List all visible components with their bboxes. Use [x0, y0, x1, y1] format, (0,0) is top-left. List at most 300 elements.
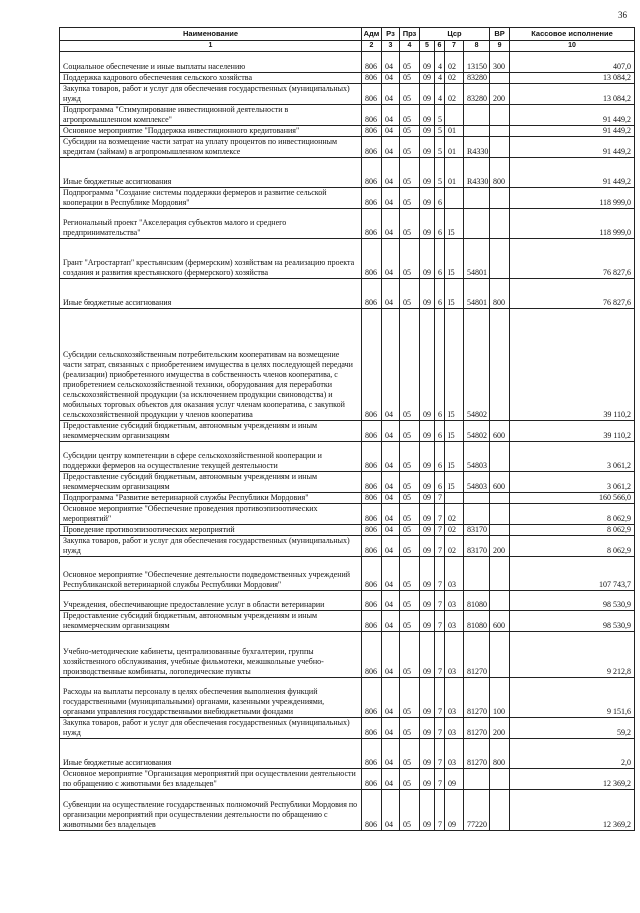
- cell-vr: [490, 769, 510, 790]
- cell-amount: 98 530,9: [510, 591, 635, 611]
- cell-prz: 05: [400, 209, 420, 239]
- table-row: [60, 790, 635, 831]
- cell-prz: 05: [400, 309, 420, 421]
- cell-c1: 09: [420, 504, 435, 525]
- header-name: Наименование: [60, 28, 362, 41]
- col-num-5: 5: [420, 41, 435, 52]
- column-numbers-row: [60, 41, 635, 52]
- cell-amount: 76 827,6: [510, 239, 635, 279]
- table-row: [60, 309, 635, 421]
- cell-c3: 01: [445, 158, 464, 188]
- cell-c1: 09: [420, 632, 435, 678]
- cell-c4: 81270: [464, 678, 490, 718]
- cell-name: Подпрограмма "Стимулирование инвестиционной деятельности в агропромышленном комплексе": [60, 105, 362, 126]
- cell-rz: 04: [382, 718, 400, 739]
- cell-prz: 05: [400, 632, 420, 678]
- cell-vr: [490, 442, 510, 472]
- cell-name: Социальное обеспечение и иные выплаты населению: [60, 52, 362, 73]
- cell-c2: 7: [435, 591, 445, 611]
- cell-c4: 83170: [464, 536, 490, 557]
- cell-c1: 09: [420, 279, 435, 309]
- cell-prz: 05: [400, 158, 420, 188]
- cell-c4: 54801: [464, 279, 490, 309]
- table-row: [60, 493, 635, 504]
- cell-vr: 800: [490, 279, 510, 309]
- cell-c1: 09: [420, 421, 435, 442]
- cell-vr: [490, 591, 510, 611]
- cell-adm: 806: [362, 611, 382, 632]
- cell-name: Учебно-методические кабинеты, централизованные бухгалтерии, группы хозяйственного обслуживания, учебные фильмотеки, межшкольные учебно-производственные комбинаты, логопедические пункты: [60, 632, 362, 678]
- table-row: [60, 442, 635, 472]
- cell-adm: 806: [362, 209, 382, 239]
- cell-rz: 04: [382, 472, 400, 493]
- cell-vr: [490, 632, 510, 678]
- cell-adm: 806: [362, 73, 382, 84]
- cell-prz: 05: [400, 536, 420, 557]
- table-row: [60, 73, 635, 84]
- cell-amount: 107 743,7: [510, 557, 635, 591]
- cell-vr: [490, 239, 510, 279]
- table-row: [60, 137, 635, 158]
- table-row: [60, 188, 635, 209]
- cell-rz: 04: [382, 632, 400, 678]
- cell-amount: 118 999,0: [510, 188, 635, 209]
- cell-c3: 02: [445, 73, 464, 84]
- cell-adm: 806: [362, 137, 382, 158]
- cell-amount: 407,0: [510, 52, 635, 73]
- cell-c2: 7: [435, 536, 445, 557]
- cell-c4: [464, 126, 490, 137]
- cell-name: Предоставление субсидий бюджетным, автономным учреждениям и иным некоммерческим организациям: [60, 421, 362, 442]
- cell-c3: 02: [445, 52, 464, 73]
- cell-rz: 04: [382, 158, 400, 188]
- cell-c3: 03: [445, 678, 464, 718]
- cell-prz: 05: [400, 442, 420, 472]
- cell-amount: 12 369,2: [510, 790, 635, 831]
- cell-rz: 04: [382, 239, 400, 279]
- cell-name: Расходы на выплаты персоналу в целях обеспечения выполнения функций государственными (муниципальными) органами, казенными учреждениями, органами управления государственными внебюджетными фондами: [60, 678, 362, 718]
- cell-c1: 09: [420, 611, 435, 632]
- cell-prz: 05: [400, 591, 420, 611]
- cell-prz: 05: [400, 84, 420, 105]
- cell-adm: 806: [362, 718, 382, 739]
- cell-adm: 806: [362, 158, 382, 188]
- cell-prz: 05: [400, 105, 420, 126]
- cell-c3: 03: [445, 632, 464, 678]
- cell-vr: [490, 493, 510, 504]
- cell-vr: [490, 126, 510, 137]
- cell-c1: 09: [420, 105, 435, 126]
- cell-amount: 13 084,2: [510, 84, 635, 105]
- cell-c4: R4330: [464, 137, 490, 158]
- cell-vr: 800: [490, 739, 510, 769]
- table-row: [60, 769, 635, 790]
- cell-name: Подпрограмма "Развитие ветеринарной службы Республики Мордовия": [60, 493, 362, 504]
- header-tsr: Цср: [420, 28, 490, 41]
- cell-amount: 13 084,2: [510, 73, 635, 84]
- cell-c1: 09: [420, 525, 435, 536]
- cell-c4: [464, 769, 490, 790]
- cell-rz: 04: [382, 73, 400, 84]
- cell-c2: 5: [435, 158, 445, 188]
- cell-name: Основное мероприятие "Обеспечение деятельности подведомственных учреждений Республиканской ветеринарной службы Республики Мордовия": [60, 557, 362, 591]
- cell-c4: [464, 209, 490, 239]
- cell-vr: 200: [490, 536, 510, 557]
- cell-c2: 7: [435, 632, 445, 678]
- col-num-1: 1: [60, 41, 362, 52]
- col-num-3: 3: [382, 41, 400, 52]
- cell-amount: 98 530,9: [510, 611, 635, 632]
- cell-name: Проведение противоэпизоотических мероприятий: [60, 525, 362, 536]
- cell-name: Закупка товаров, работ и услуг для обеспечения государственных (муниципальных) нужд: [60, 536, 362, 557]
- cell-c2: 6: [435, 209, 445, 239]
- cell-c4: [464, 504, 490, 525]
- cell-adm: 806: [362, 678, 382, 718]
- cell-vr: 300: [490, 52, 510, 73]
- col-num-6: 6: [435, 41, 445, 52]
- cell-c4: 54802: [464, 421, 490, 442]
- cell-c2: 6: [435, 239, 445, 279]
- cell-c4: 54803: [464, 442, 490, 472]
- cell-prz: 05: [400, 718, 420, 739]
- cell-vr: [490, 525, 510, 536]
- cell-amount: 9 151,6: [510, 678, 635, 718]
- cell-name: Субсидии на возмещение части затрат на уплату процентов по инвестиционным кредитам (займам) в агропромышленном комплексе: [60, 137, 362, 158]
- cell-c2: 7: [435, 525, 445, 536]
- table-row: [60, 718, 635, 739]
- cell-c2: 7: [435, 557, 445, 591]
- cell-prz: 05: [400, 73, 420, 84]
- cell-prz: 05: [400, 239, 420, 279]
- cell-prz: 05: [400, 557, 420, 591]
- cell-c2: 7: [435, 790, 445, 831]
- cell-rz: 04: [382, 769, 400, 790]
- cell-rz: 04: [382, 611, 400, 632]
- cell-c4: 81080: [464, 591, 490, 611]
- table-row: [60, 591, 635, 611]
- cell-c4: 83280: [464, 84, 490, 105]
- cell-c4: [464, 557, 490, 591]
- table-row: [60, 632, 635, 678]
- cell-amount: 91 449,2: [510, 105, 635, 126]
- cell-c1: 09: [420, 188, 435, 209]
- cell-c3: 03: [445, 611, 464, 632]
- cell-c1: 09: [420, 209, 435, 239]
- cell-amount: 91 449,2: [510, 137, 635, 158]
- cell-adm: 806: [362, 52, 382, 73]
- cell-amount: 59,2: [510, 718, 635, 739]
- table-row: [60, 239, 635, 279]
- cell-c3: [445, 493, 464, 504]
- cell-c1: 09: [420, 591, 435, 611]
- table-header: [60, 28, 635, 52]
- cell-c3: 03: [445, 591, 464, 611]
- cell-prz: 05: [400, 137, 420, 158]
- cell-adm: 806: [362, 504, 382, 525]
- cell-name: Закупка товаров, работ и услуг для обеспечения государственных (муниципальных) нужд: [60, 84, 362, 105]
- table-row: [60, 279, 635, 309]
- cell-prz: 05: [400, 188, 420, 209]
- cell-prz: 05: [400, 611, 420, 632]
- cell-amount: 39 110,2: [510, 421, 635, 442]
- cell-c2: 5: [435, 105, 445, 126]
- cell-adm: 806: [362, 421, 382, 442]
- cell-c2: 6: [435, 442, 445, 472]
- table-row: [60, 536, 635, 557]
- cell-prz: 05: [400, 52, 420, 73]
- table-row: [60, 158, 635, 188]
- cell-c1: 09: [420, 678, 435, 718]
- cell-rz: 04: [382, 442, 400, 472]
- budget-execution-table: [59, 27, 635, 831]
- cell-c1: 09: [420, 739, 435, 769]
- col-num-2: 2: [362, 41, 382, 52]
- cell-amount: 91 449,2: [510, 158, 635, 188]
- cell-prz: 05: [400, 504, 420, 525]
- cell-c1: 09: [420, 790, 435, 831]
- cell-adm: 806: [362, 84, 382, 105]
- cell-adm: 806: [362, 790, 382, 831]
- table-row: [60, 739, 635, 769]
- cell-adm: 806: [362, 739, 382, 769]
- cell-prz: 05: [400, 525, 420, 536]
- cell-c4: 77220: [464, 790, 490, 831]
- table-row: [60, 525, 635, 536]
- table-row: [60, 611, 635, 632]
- cell-adm: 806: [362, 525, 382, 536]
- cell-rz: 04: [382, 126, 400, 137]
- cell-c2: 5: [435, 137, 445, 158]
- table-row: [60, 52, 635, 73]
- header-adm: Адм: [362, 28, 382, 41]
- cell-c3: 02: [445, 504, 464, 525]
- cell-vr: [490, 209, 510, 239]
- cell-c3: I5: [445, 209, 464, 239]
- cell-amount: 8 062,9: [510, 504, 635, 525]
- cell-name: Грант "Агростартап" крестьянским (фермерским) хозяйствам на реализацию проекта создания и развития крестьянского (фермерского) хозяйства: [60, 239, 362, 279]
- cell-amount: 91 449,2: [510, 126, 635, 137]
- cell-name: Поддержка кадрового обеспечения сельского хозяйства: [60, 73, 362, 84]
- cell-adm: 806: [362, 536, 382, 557]
- cell-amount: 3 061,2: [510, 472, 635, 493]
- cell-prz: 05: [400, 126, 420, 137]
- cell-c3: [445, 188, 464, 209]
- cell-name: Субсидии сельскохозяйственным потребительским кооперативам на возмещение части затрат, связанных с приобретением имущества в целях последующей передачи (реализации) приобретенного имущества в собственность членов кооператива, с приобретением сельскохозяйственной техники, оборудования для переработки сельскохозяйственной продукции (за исключением продукции свиноводства) и мобильных торговых объектов для оказания услуг членам кооператива, с закупкой сельскохозяйственной продукции у членов кооператива: [60, 309, 362, 421]
- table-body: [60, 52, 635, 831]
- cell-c3: I5: [445, 309, 464, 421]
- cell-vr: [490, 105, 510, 126]
- cell-rz: 04: [382, 504, 400, 525]
- cell-c4: 81270: [464, 718, 490, 739]
- cell-rz: 04: [382, 309, 400, 421]
- cell-c1: 09: [420, 239, 435, 279]
- header-prz: Прз: [400, 28, 420, 41]
- cell-c4: [464, 188, 490, 209]
- cell-name: Субвенции на осуществление государственных полномочий Республики Мордовия по организации мероприятий при осуществлении деятельности по обращению с животными без владельцев: [60, 790, 362, 831]
- cell-prz: 05: [400, 769, 420, 790]
- cell-c3: I5: [445, 279, 464, 309]
- cell-c1: 09: [420, 557, 435, 591]
- table-row: [60, 126, 635, 137]
- cell-c2: 5: [435, 126, 445, 137]
- cell-adm: 806: [362, 126, 382, 137]
- cell-adm: 806: [362, 493, 382, 504]
- cell-c3: I5: [445, 472, 464, 493]
- cell-rz: 04: [382, 557, 400, 591]
- table-row: [60, 105, 635, 126]
- cell-c1: 09: [420, 536, 435, 557]
- cell-amount: 3 061,2: [510, 442, 635, 472]
- cell-c4: 81080: [464, 611, 490, 632]
- cell-c4: 54802: [464, 309, 490, 421]
- cell-adm: 806: [362, 309, 382, 421]
- cell-vr: 200: [490, 84, 510, 105]
- cell-vr: [490, 504, 510, 525]
- cell-c1: 09: [420, 126, 435, 137]
- cell-c3: 03: [445, 718, 464, 739]
- cell-c3: I5: [445, 239, 464, 279]
- cell-name: Иные бюджетные ассигнования: [60, 158, 362, 188]
- cell-c2: 6: [435, 421, 445, 442]
- cell-name: Субсидии центру компетенции в сфере сельскохозяйственной кооперации и поддержки фермеров на осуществление текущей деятельности: [60, 442, 362, 472]
- cell-adm: 806: [362, 279, 382, 309]
- cell-c1: 09: [420, 137, 435, 158]
- cell-c3: 03: [445, 739, 464, 769]
- cell-rz: 04: [382, 493, 400, 504]
- cell-vr: 600: [490, 611, 510, 632]
- cell-name: Основное мероприятие "Организация мероприятий при осуществлении деятельности по обращению с животными без владельцев": [60, 769, 362, 790]
- cell-rz: 04: [382, 52, 400, 73]
- cell-c4: 83280: [464, 73, 490, 84]
- cell-vr: [490, 790, 510, 831]
- cell-adm: 806: [362, 557, 382, 591]
- col-num-8: 8: [464, 41, 490, 52]
- cell-amount: 12 369,2: [510, 769, 635, 790]
- cell-amount: 118 999,0: [510, 209, 635, 239]
- cell-c4: 83170: [464, 525, 490, 536]
- cell-c2: 7: [435, 678, 445, 718]
- cell-c3: 02: [445, 536, 464, 557]
- cell-adm: 806: [362, 769, 382, 790]
- cell-c2: 4: [435, 52, 445, 73]
- cell-c2: 7: [435, 718, 445, 739]
- cell-name: Основное мероприятие "Обеспечение проведения противоэпизоотических мероприятий": [60, 504, 362, 525]
- cell-c1: 09: [420, 769, 435, 790]
- cell-c1: 09: [420, 52, 435, 73]
- cell-vr: [490, 557, 510, 591]
- cell-c2: 7: [435, 493, 445, 504]
- cell-c2: 4: [435, 73, 445, 84]
- cell-vr: 200: [490, 718, 510, 739]
- cell-amount: 9 212,8: [510, 632, 635, 678]
- cell-adm: 806: [362, 591, 382, 611]
- table-row: [60, 421, 635, 442]
- cell-rz: 04: [382, 421, 400, 442]
- table-row: [60, 84, 635, 105]
- cell-vr: 600: [490, 472, 510, 493]
- cell-name: Закупка товаров, работ и услуг для обеспечения государственных (муниципальных) нужд: [60, 718, 362, 739]
- cell-c4: 54803: [464, 472, 490, 493]
- cell-prz: 05: [400, 421, 420, 442]
- cell-c1: 09: [420, 158, 435, 188]
- cell-c2: 6: [435, 309, 445, 421]
- cell-c2: 7: [435, 739, 445, 769]
- cell-rz: 04: [382, 739, 400, 769]
- cell-vr: 800: [490, 158, 510, 188]
- cell-c4: [464, 493, 490, 504]
- col-num-7: 7: [445, 41, 464, 52]
- cell-c1: 09: [420, 309, 435, 421]
- cell-c4: 81270: [464, 632, 490, 678]
- cell-c3: 02: [445, 525, 464, 536]
- cell-amount: 76 827,6: [510, 279, 635, 309]
- cell-c2: 6: [435, 279, 445, 309]
- cell-c2: 7: [435, 611, 445, 632]
- cell-c3: I5: [445, 442, 464, 472]
- cell-vr: [490, 137, 510, 158]
- header-amount: Кассовое исполнение: [510, 28, 635, 41]
- cell-name: Предоставление субсидий бюджетным, автономным учреждениям и иным некоммерческим организациям: [60, 472, 362, 493]
- col-num-9: 9: [490, 41, 510, 52]
- cell-name: Иные бюджетные ассигнования: [60, 279, 362, 309]
- cell-c4: 13150: [464, 52, 490, 73]
- cell-c3: 02: [445, 84, 464, 105]
- cell-prz: 05: [400, 678, 420, 718]
- cell-c1: 09: [420, 718, 435, 739]
- cell-prz: 05: [400, 493, 420, 504]
- cell-amount: 160 566,0: [510, 493, 635, 504]
- cell-rz: 04: [382, 591, 400, 611]
- cell-adm: 806: [362, 442, 382, 472]
- cell-name: Иные бюджетные ассигнования: [60, 739, 362, 769]
- cell-rz: 04: [382, 279, 400, 309]
- cell-vr: [490, 309, 510, 421]
- cell-rz: 04: [382, 209, 400, 239]
- table-row: [60, 504, 635, 525]
- cell-c2: 6: [435, 472, 445, 493]
- cell-prz: 05: [400, 739, 420, 769]
- cell-c3: 09: [445, 769, 464, 790]
- cell-c1: 09: [420, 442, 435, 472]
- cell-c2: 7: [435, 504, 445, 525]
- cell-rz: 04: [382, 790, 400, 831]
- cell-adm: 806: [362, 188, 382, 209]
- cell-c3: 09: [445, 790, 464, 831]
- cell-c2: 7: [435, 769, 445, 790]
- cell-c2: 4: [435, 84, 445, 105]
- cell-rz: 04: [382, 137, 400, 158]
- cell-c1: 09: [420, 493, 435, 504]
- header-rz: Рз: [382, 28, 400, 41]
- cell-prz: 05: [400, 472, 420, 493]
- cell-c4: 81270: [464, 739, 490, 769]
- table-row: [60, 209, 635, 239]
- cell-c4: 54801: [464, 239, 490, 279]
- cell-c1: 09: [420, 472, 435, 493]
- cell-rz: 04: [382, 188, 400, 209]
- table-row: [60, 557, 635, 591]
- cell-amount: 2,0: [510, 739, 635, 769]
- page-number: 36: [618, 10, 627, 20]
- col-num-4: 4: [400, 41, 420, 52]
- cell-amount: 39 110,2: [510, 309, 635, 421]
- cell-name: Основное мероприятие "Поддержка инвестиционного кредитования": [60, 126, 362, 137]
- cell-vr: [490, 73, 510, 84]
- cell-c2: 6: [435, 188, 445, 209]
- cell-prz: 05: [400, 279, 420, 309]
- cell-vr: 100: [490, 678, 510, 718]
- cell-rz: 04: [382, 105, 400, 126]
